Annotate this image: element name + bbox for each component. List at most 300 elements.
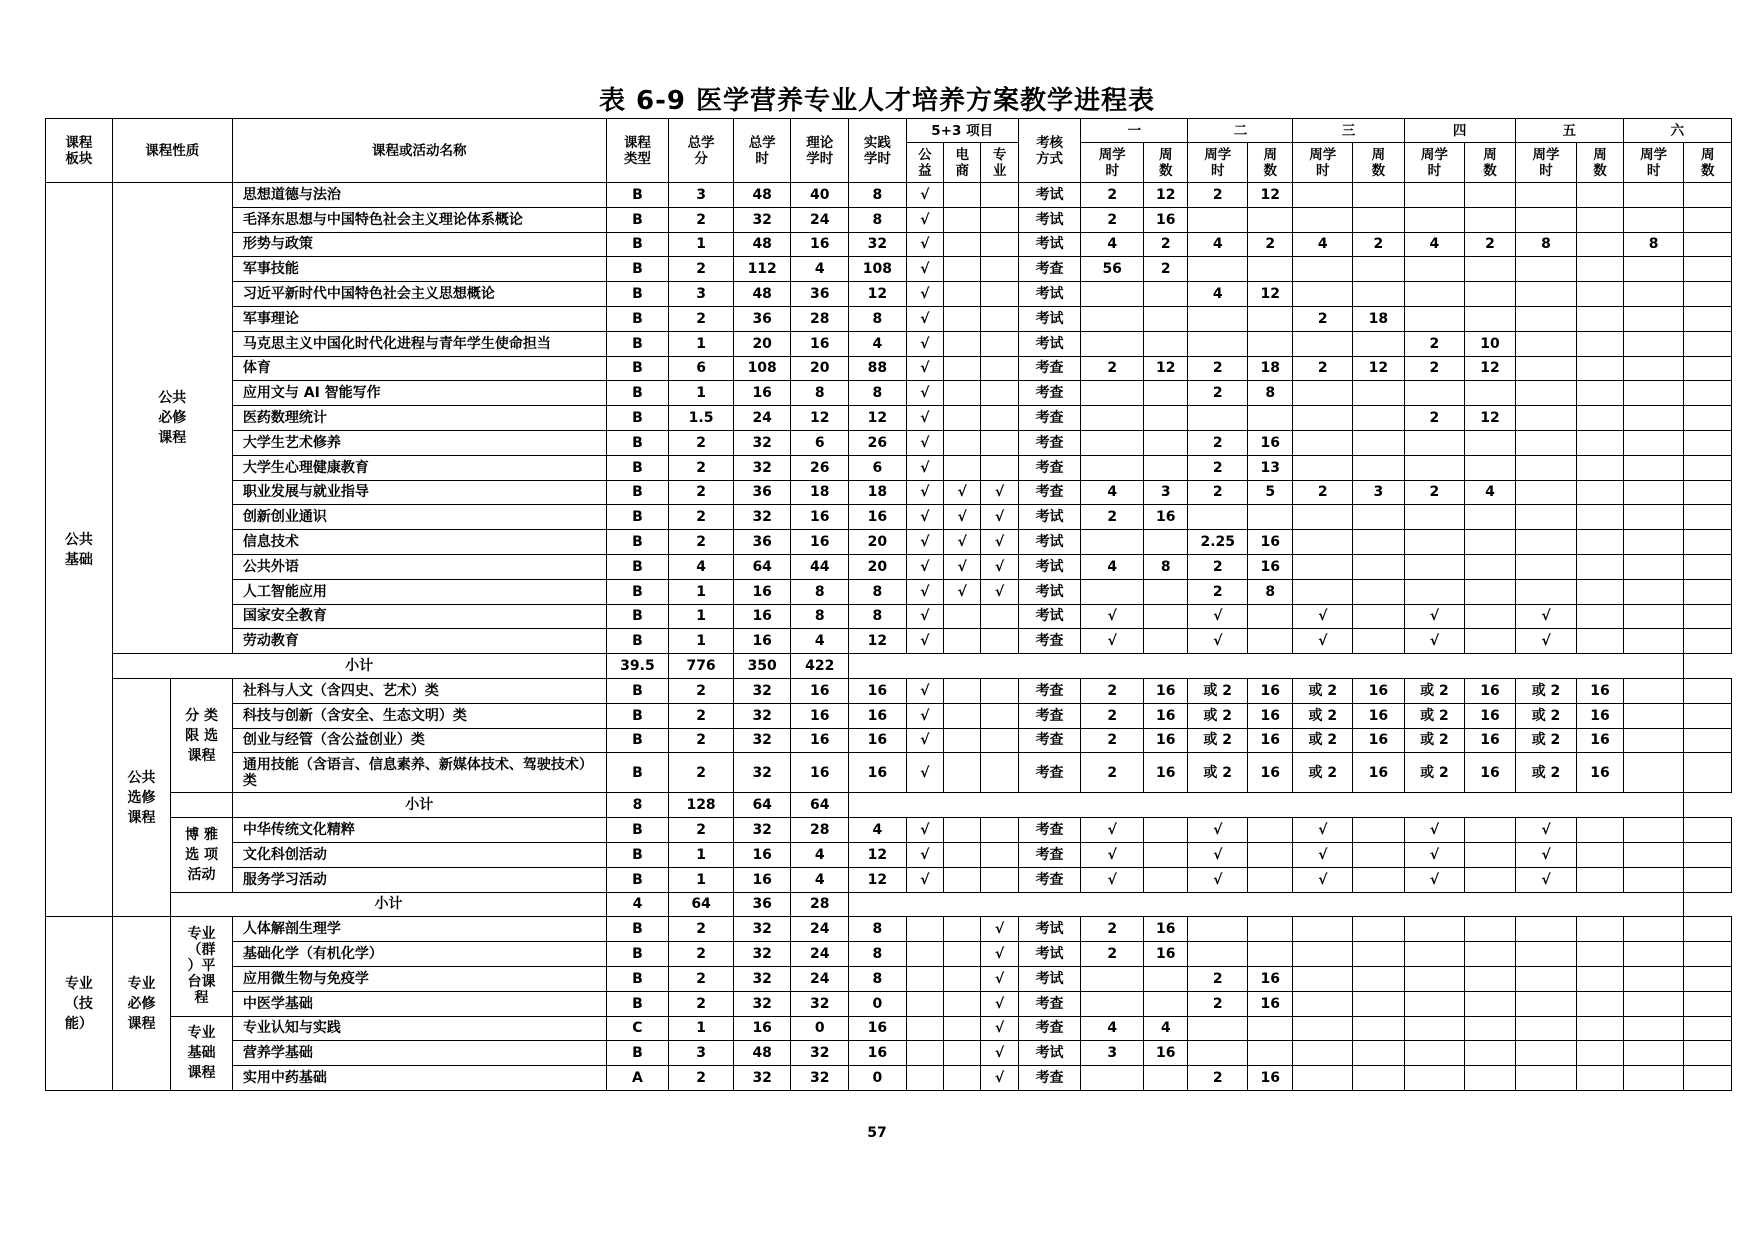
group-professional-required: 专业 必修 课程 (112, 917, 171, 1091)
subtotal-credits: 8 (606, 793, 669, 818)
table-row (46, 654, 1732, 679)
project-ecommerce: √ (944, 530, 981, 555)
table-row (46, 1041, 1732, 1066)
week-hours-sem4 (1404, 257, 1465, 282)
course-theory: 16 (791, 331, 849, 356)
weeks-sem3 (1353, 505, 1405, 530)
project-major (981, 232, 1018, 257)
project-ecommerce (944, 818, 981, 843)
course-theory: 28 (791, 306, 849, 331)
project-ecommerce (944, 728, 981, 753)
table-row (46, 257, 1732, 282)
weeks-sem1 (1144, 1066, 1188, 1091)
exam-method: 考查 (1018, 1066, 1081, 1091)
course-credits: 2 (669, 430, 734, 455)
project-major (981, 678, 1018, 703)
exam-method: 考试 (1018, 530, 1081, 555)
table-row (46, 728, 1732, 753)
exam-method: 考查 (1018, 356, 1081, 381)
project-public: √ (906, 842, 943, 867)
project-major: √ (981, 480, 1018, 505)
table-row (46, 753, 1732, 793)
week-hours-sem5 (1515, 480, 1577, 505)
week-hours-sem3: √ (1293, 818, 1353, 843)
weeks-sem5 (1577, 430, 1623, 455)
weeks-sem2: 16 (1248, 678, 1293, 703)
weeks-sem4 (1465, 257, 1516, 282)
course-practice: 8 (849, 604, 907, 629)
weeks-sem6 (1684, 753, 1732, 793)
header-weeks: 周 数 (1353, 143, 1405, 183)
week-hours-sem1: 56 (1081, 257, 1144, 282)
weeks-sem3 (1353, 530, 1405, 555)
weeks-sem2: 16 (1248, 703, 1293, 728)
week-hours-sem3: 或 2 (1293, 753, 1353, 793)
week-hours-sem3 (1293, 1016, 1353, 1041)
project-ecommerce (944, 406, 981, 431)
weeks-sem5 (1577, 554, 1623, 579)
weeks-sem1 (1144, 991, 1188, 1016)
weeks-sem5 (1577, 604, 1623, 629)
course-practice: 18 (849, 480, 907, 505)
course-credits: 2 (669, 728, 734, 753)
project-public: √ (906, 678, 943, 703)
project-public: √ (906, 356, 943, 381)
week-hours-sem3 (1293, 991, 1353, 1016)
exam-method: 考试 (1018, 306, 1081, 331)
weeks-sem4: 10 (1465, 331, 1516, 356)
week-hours-sem2: 或 2 (1188, 678, 1248, 703)
course-type: B (606, 728, 669, 753)
weeks-sem4 (1465, 530, 1516, 555)
course-hours: 16 (733, 1016, 791, 1041)
course-credits: 2 (669, 991, 734, 1016)
table-row (46, 793, 1732, 818)
weeks-sem1: 16 (1144, 753, 1188, 793)
week-hours-sem4: √ (1404, 604, 1465, 629)
course-theory: 0 (791, 1016, 849, 1041)
project-ecommerce (944, 207, 981, 232)
weeks-sem1: 2 (1144, 257, 1188, 282)
week-hours-sem4: 2 (1404, 406, 1465, 431)
table-row (46, 966, 1732, 991)
week-hours-sem4 (1404, 306, 1465, 331)
week-hours-sem6 (1623, 455, 1684, 480)
project-ecommerce (944, 753, 981, 793)
course-theory: 24 (791, 966, 849, 991)
course-name: 应用文与 AI 智能写作 (232, 381, 606, 406)
course-hours: 48 (733, 1041, 791, 1066)
project-major (981, 381, 1018, 406)
project-ecommerce (944, 430, 981, 455)
table-row (46, 579, 1732, 604)
weeks-sem5 (1577, 282, 1623, 307)
week-hours-sem5: √ (1515, 629, 1577, 654)
course-type: B (606, 554, 669, 579)
course-name: 大学生艺术修养 (232, 430, 606, 455)
course-credits: 2 (669, 530, 734, 555)
group-public-foundation: 公共 基础 (46, 183, 113, 917)
project-ecommerce: √ (944, 505, 981, 530)
week-hours-sem3: √ (1293, 842, 1353, 867)
weeks-sem5 (1577, 455, 1623, 480)
weeks-sem2 (1248, 867, 1293, 892)
project-ecommerce: √ (944, 480, 981, 505)
subtotal-theory: 350 (733, 654, 791, 679)
course-practice: 16 (849, 505, 907, 530)
course-credits: 1 (669, 604, 734, 629)
week-hours-sem5 (1515, 505, 1577, 530)
weeks-sem2: 16 (1248, 430, 1293, 455)
weeks-sem1 (1144, 842, 1188, 867)
weeks-sem6 (1684, 579, 1732, 604)
course-theory: 8 (791, 579, 849, 604)
week-hours-sem1: √ (1081, 629, 1144, 654)
week-hours-sem2: 2 (1188, 430, 1248, 455)
week-hours-sem5 (1515, 331, 1577, 356)
course-hours: 36 (733, 530, 791, 555)
weeks-sem1: 16 (1144, 1041, 1188, 1066)
header-semester-1: 一 (1081, 119, 1188, 143)
project-major: √ (981, 1016, 1018, 1041)
weeks-sem1: 12 (1144, 356, 1188, 381)
weeks-sem1 (1144, 818, 1188, 843)
week-hours-sem5 (1515, 356, 1577, 381)
subtotal-practice: 28 (791, 892, 849, 917)
subtotal-blank (849, 892, 1684, 917)
course-name: 实用中药基础 (232, 1066, 606, 1091)
weeks-sem4: 2 (1465, 232, 1516, 257)
course-hours: 32 (733, 207, 791, 232)
course-hours: 36 (733, 306, 791, 331)
week-hours-sem2: 2 (1188, 554, 1248, 579)
week-hours-sem2 (1188, 306, 1248, 331)
week-hours-sem1: 2 (1081, 505, 1144, 530)
week-hours-sem2: √ (1188, 842, 1248, 867)
week-hours-sem1: 2 (1081, 703, 1144, 728)
project-major: √ (981, 966, 1018, 991)
week-hours-sem1: 2 (1081, 942, 1144, 967)
weeks-sem4 (1465, 867, 1516, 892)
project-public: √ (906, 381, 943, 406)
course-theory: 28 (791, 818, 849, 843)
header-project: 5+3 项目 (906, 119, 1018, 143)
table-row (46, 604, 1732, 629)
course-name: 公共外语 (232, 554, 606, 579)
week-hours-sem2: 2 (1188, 356, 1248, 381)
exam-method: 考查 (1018, 818, 1081, 843)
weeks-sem1 (1144, 406, 1188, 431)
table-row (46, 282, 1732, 307)
subtotal-blank (849, 793, 1684, 818)
week-hours-sem1: 2 (1081, 356, 1144, 381)
project-major (981, 183, 1018, 208)
week-hours-sem6 (1623, 942, 1684, 967)
course-practice: 8 (849, 306, 907, 331)
exam-method: 考试 (1018, 966, 1081, 991)
group-professional: 专业 （技 能） (46, 917, 113, 1091)
project-public: √ (906, 629, 943, 654)
project-ecommerce (944, 381, 981, 406)
week-hours-sem2: √ (1188, 818, 1248, 843)
exam-method: 考查 (1018, 728, 1081, 753)
table-row (46, 703, 1732, 728)
weeks-sem4 (1465, 455, 1516, 480)
week-hours-sem5: √ (1515, 818, 1577, 843)
header-week-hours: 周学 时 (1623, 143, 1684, 183)
project-major (981, 703, 1018, 728)
weeks-sem3 (1353, 455, 1405, 480)
project-public: √ (906, 282, 943, 307)
weeks-sem3 (1353, 282, 1405, 307)
week-hours-sem6 (1623, 818, 1684, 843)
course-name: 体育 (232, 356, 606, 381)
week-hours-sem6 (1623, 430, 1684, 455)
weeks-sem2: 16 (1248, 966, 1293, 991)
exam-method: 考查 (1018, 867, 1081, 892)
week-hours-sem6 (1623, 1041, 1684, 1066)
group-classified-limited: 分 类 限 选 课程 (171, 678, 233, 792)
project-ecommerce (944, 842, 981, 867)
exam-method: 考查 (1018, 991, 1081, 1016)
week-hours-sem1 (1081, 455, 1144, 480)
course-hours: 32 (733, 1066, 791, 1091)
week-hours-sem5: 或 2 (1515, 728, 1577, 753)
project-ecommerce (944, 306, 981, 331)
table-header (46, 119, 1732, 183)
table-row (46, 678, 1732, 703)
weeks-sem4 (1465, 604, 1516, 629)
week-hours-sem6 (1623, 728, 1684, 753)
exam-method: 考试 (1018, 1041, 1081, 1066)
week-hours-sem6 (1623, 505, 1684, 530)
project-public: √ (906, 505, 943, 530)
subtotal-label: 小计 (171, 892, 606, 917)
project-public: √ (906, 753, 943, 793)
week-hours-sem2: 或 2 (1188, 703, 1248, 728)
course-hours: 48 (733, 232, 791, 257)
week-hours-sem5: √ (1515, 604, 1577, 629)
table-row (46, 554, 1732, 579)
weeks-sem2: 2 (1248, 232, 1293, 257)
week-hours-sem4 (1404, 207, 1465, 232)
week-hours-sem5: 或 2 (1515, 678, 1577, 703)
week-hours-sem6 (1623, 917, 1684, 942)
table-row (46, 306, 1732, 331)
week-hours-sem5 (1515, 1016, 1577, 1041)
course-type: B (606, 406, 669, 431)
course-type: B (606, 183, 669, 208)
course-theory: 4 (791, 842, 849, 867)
week-hours-sem1: 4 (1081, 480, 1144, 505)
weeks-sem2: 18 (1248, 356, 1293, 381)
week-hours-sem3 (1293, 530, 1353, 555)
weeks-sem6 (1684, 604, 1732, 629)
weeks-sem6 (1684, 942, 1732, 967)
week-hours-sem1: 4 (1081, 554, 1144, 579)
course-theory: 4 (791, 257, 849, 282)
weeks-sem1 (1144, 331, 1188, 356)
project-ecommerce (944, 703, 981, 728)
weeks-sem6 (1684, 505, 1732, 530)
course-practice: 8 (849, 917, 907, 942)
project-public: √ (906, 183, 943, 208)
week-hours-sem6 (1623, 1016, 1684, 1041)
week-hours-sem2: 2 (1188, 455, 1248, 480)
course-theory: 6 (791, 430, 849, 455)
course-hours: 32 (733, 917, 791, 942)
course-practice: 16 (849, 728, 907, 753)
exam-method: 考试 (1018, 917, 1081, 942)
week-hours-sem1: 4 (1081, 1016, 1144, 1041)
course-theory: 24 (791, 917, 849, 942)
course-credits: 3 (669, 183, 734, 208)
project-major (981, 331, 1018, 356)
course-type: B (606, 455, 669, 480)
week-hours-sem2 (1188, 1041, 1248, 1066)
weeks-sem4: 12 (1465, 356, 1516, 381)
table-row (46, 818, 1732, 843)
project-major (981, 604, 1018, 629)
table-row (46, 917, 1732, 942)
course-hours: 16 (733, 842, 791, 867)
project-public (906, 917, 943, 942)
week-hours-sem6 (1623, 207, 1684, 232)
weeks-sem5 (1577, 183, 1623, 208)
course-type: C (606, 1016, 669, 1041)
week-hours-sem1: 4 (1081, 232, 1144, 257)
course-credits: 2 (669, 917, 734, 942)
course-name: 军事技能 (232, 257, 606, 282)
course-name: 职业发展与就业指导 (232, 480, 606, 505)
week-hours-sem4 (1404, 430, 1465, 455)
table-row (46, 942, 1732, 967)
weeks-sem4 (1465, 282, 1516, 307)
exam-method: 考试 (1018, 207, 1081, 232)
weeks-sem5 (1577, 505, 1623, 530)
header-semester-6: 六 (1623, 119, 1731, 143)
week-hours-sem3 (1293, 554, 1353, 579)
header-semester-4: 四 (1404, 119, 1515, 143)
weeks-sem2: 16 (1248, 1066, 1293, 1091)
week-hours-sem3: 2 (1293, 356, 1353, 381)
project-public (906, 1041, 943, 1066)
week-hours-sem2 (1188, 331, 1248, 356)
course-hours: 108 (733, 356, 791, 381)
course-theory: 18 (791, 480, 849, 505)
weeks-sem4 (1465, 942, 1516, 967)
week-hours-sem6 (1623, 331, 1684, 356)
weeks-sem3 (1353, 183, 1405, 208)
course-hours: 32 (733, 678, 791, 703)
week-hours-sem3 (1293, 406, 1353, 431)
project-public: √ (906, 257, 943, 282)
course-credits: 1 (669, 867, 734, 892)
course-credits: 1 (669, 232, 734, 257)
weeks-sem5 (1577, 1016, 1623, 1041)
week-hours-sem1 (1081, 406, 1144, 431)
week-hours-sem1 (1081, 579, 1144, 604)
course-type: B (606, 257, 669, 282)
week-hours-sem4 (1404, 505, 1465, 530)
course-practice: 16 (849, 678, 907, 703)
week-hours-sem4 (1404, 282, 1465, 307)
week-hours-sem3 (1293, 430, 1353, 455)
week-hours-sem4 (1404, 942, 1465, 967)
subtotal-hours: 128 (669, 793, 734, 818)
weeks-sem5 (1577, 381, 1623, 406)
course-hours: 16 (733, 867, 791, 892)
weeks-sem5 (1577, 207, 1623, 232)
course-hours: 48 (733, 183, 791, 208)
project-public (906, 966, 943, 991)
header-type: 课程 类型 (606, 119, 669, 183)
weeks-sem6 (1684, 728, 1732, 753)
course-credits: 1 (669, 1016, 734, 1041)
course-name: 形势与政策 (232, 232, 606, 257)
week-hours-sem4: 4 (1404, 232, 1465, 257)
week-hours-sem5 (1515, 257, 1577, 282)
group-public-elective: 公共 选修 课程 (112, 678, 171, 916)
project-ecommerce (944, 917, 981, 942)
course-name: 中医学基础 (232, 991, 606, 1016)
course-credits: 3 (669, 1041, 734, 1066)
page-number: 57 (867, 1125, 887, 1141)
weeks-sem2 (1248, 1041, 1293, 1066)
weeks-sem5: 16 (1577, 753, 1623, 793)
project-ecommerce (944, 455, 981, 480)
project-major: √ (981, 1041, 1018, 1066)
project-ecommerce (944, 1066, 981, 1091)
course-theory: 36 (791, 282, 849, 307)
course-theory: 32 (791, 991, 849, 1016)
project-ecommerce (944, 867, 981, 892)
weeks-sem2 (1248, 629, 1293, 654)
weeks-sem5 (1577, 579, 1623, 604)
header-week-hours: 周学 时 (1404, 143, 1465, 183)
week-hours-sem1 (1081, 1066, 1144, 1091)
week-hours-sem5 (1515, 966, 1577, 991)
project-public: √ (906, 306, 943, 331)
week-hours-sem5 (1515, 455, 1577, 480)
table-title: 表 6-9 医学营养专业人才培养方案教学进程表 (598, 86, 1156, 116)
weeks-sem1: 16 (1144, 207, 1188, 232)
week-hours-sem3 (1293, 455, 1353, 480)
weeks-sem3: 12 (1353, 356, 1405, 381)
course-type: B (606, 579, 669, 604)
project-ecommerce (944, 991, 981, 1016)
header-project-sub-2: 电 商 (944, 143, 981, 183)
weeks-sem1: 16 (1144, 678, 1188, 703)
header-weeks: 周 数 (1684, 143, 1732, 183)
course-type: B (606, 867, 669, 892)
project-ecommerce (944, 331, 981, 356)
course-practice: 32 (849, 232, 907, 257)
weeks-sem4: 4 (1465, 480, 1516, 505)
weeks-sem2: 5 (1248, 480, 1293, 505)
weeks-sem1 (1144, 604, 1188, 629)
weeks-sem4 (1465, 1016, 1516, 1041)
week-hours-sem3: 2 (1293, 306, 1353, 331)
teaching-schedule-table (45, 118, 1732, 1091)
week-hours-sem4: 或 2 (1404, 753, 1465, 793)
week-hours-sem6 (1623, 703, 1684, 728)
table-row (46, 232, 1732, 257)
course-credits: 4 (669, 554, 734, 579)
course-type: B (606, 703, 669, 728)
course-practice: 8 (849, 381, 907, 406)
exam-method: 考查 (1018, 1016, 1081, 1041)
